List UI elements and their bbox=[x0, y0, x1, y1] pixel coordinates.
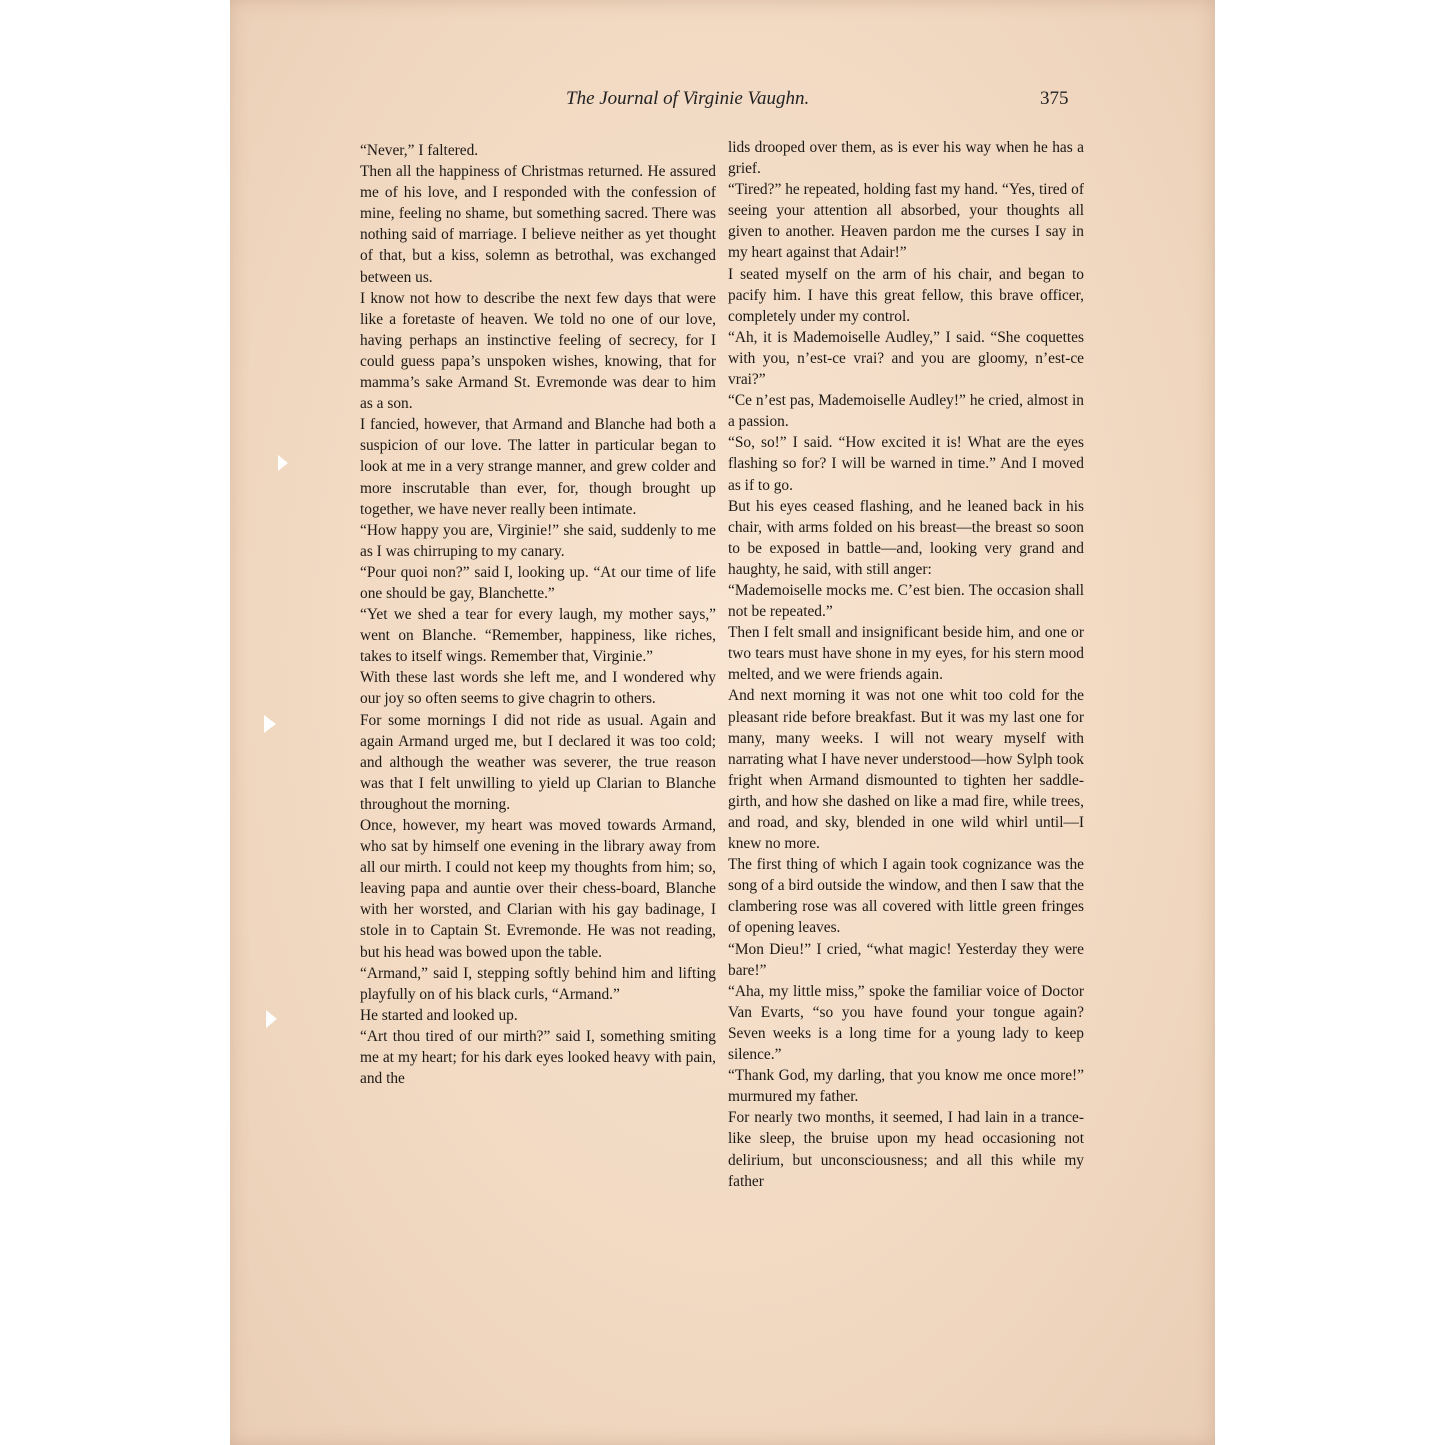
paragraph: With these last words she left me, and I wondered why our joy so often seems to give chagrin to others. bbox=[360, 669, 716, 708]
paragraph: Then I felt small and insignificant beside him, and one or two tears must have shone in my eyes, for his stern mood melted, and we were friends again. bbox=[728, 624, 1084, 684]
paragraph: “Tired?” he repeated, holding fast my hand. “Yes, tired of seeing your attention all absorbed, your thoughts all given to another. Heaven pardon me the curses I say in my heart against that Adair!” bbox=[728, 181, 1084, 262]
paragraph: “Never,” I faltered. bbox=[360, 142, 479, 159]
paragraph: I seated myself on the arm of his chair, and began to pacify him. I have this great fellow, this brave officer, completely under my control. bbox=[728, 265, 1084, 325]
left-column bbox=[360, 140, 716, 1089]
edge-tear bbox=[266, 1010, 277, 1028]
paragraph: He started and looked up. bbox=[360, 1006, 518, 1024]
paragraph: “Pour quoi non?” said I, looking up. “At our time of life one should be gay, Blanchette.” bbox=[360, 563, 716, 602]
paragraph: The first thing of which I again took cognizance was the song of a bird outside the window, and then I saw that the clambering rose was all covered with little green fringes of opening leaves. bbox=[728, 856, 1084, 937]
page-number: 375 bbox=[1040, 88, 1069, 109]
paragraph: “So, so!” I said. “How excited it is! What are the eyes flashing so for? I will be warned in time.” And I moved as if to go. bbox=[728, 434, 1084, 494]
paragraph: For some mornings I did not ride as usual. Again and again Armand urged me, but I declared it was too cold; and although the weather was severer, the true reason was that I felt unwilling to yield up Clarian to Blanche throughout the morning. bbox=[360, 711, 716, 813]
paragraph: “Armand,” said I, stepping softly behind him and lifting playfully on of his black curls, “Armand.” bbox=[360, 964, 716, 1003]
paragraph: lids drooped over them, as is ever his way when he has a grief. bbox=[728, 139, 1084, 178]
paragraph: “How happy you are, Virginie!” she said, suddenly to me as I was chirruping to my canary. bbox=[360, 521, 716, 560]
paragraph: “Mon Dieu!” I cried, “what magic! Yesterday they were bare!” bbox=[728, 940, 1084, 979]
paragraph: “Ce n’est pas, Mademoiselle Audley!” he cried, almost in a passion. bbox=[728, 392, 1084, 431]
paragraph: Then all the happiness of Christmas returned. He assured me of his love, and I responded with the confession of mine, feeling no shame, but something sacred. There was nothing said of marriage. I believe neither as yet thought of that, but a kiss, solemn as betrothal, was exchanged between us. bbox=[360, 163, 716, 286]
paragraph: And next morning it was not one whit too cold for the pleasant ride before breakfast. But it was my last one for many, many weeks. I will not weary myself with narrating what I have never understood—how Sylph took fright when Armand dismounted to tighten her saddle-girth, and how she dashed on like a mad fire, while trees, and road, and sky, blended in one wild whirl until—I knew no more. bbox=[728, 687, 1084, 853]
edge-tear bbox=[278, 455, 288, 471]
right-column bbox=[728, 137, 1084, 1192]
paragraph: I fancied, however, that Armand and Blanche had both a suspicion of our love. The latter in particular began to look at me in a very strange manner, and grew colder and more inscrutable than ever, for, though brought up together, we have never really been intimate. bbox=[360, 416, 716, 518]
paragraph: “Thank God, my darling, that you know me once more!” murmured my father. bbox=[728, 1067, 1084, 1106]
paragraph: “Ah, it is Mademoiselle Audley,” I said. “She coquettes with you, n’est-ce vrai? and you are gloomy, n’est-ce vrai?” bbox=[728, 328, 1084, 389]
running-title: The Journal of Virginie Vaughn. bbox=[566, 88, 810, 109]
paragraph: For nearly two months, it seemed, I had lain in a trance-like sleep, the bruise upon my head occasioning not delirium, but unconsciousness; and all this while my father bbox=[728, 1109, 1084, 1190]
paragraph: But his eyes ceased flashing, and he leaned back in his chair, with arms folded on his breast—the breast so soon to be exposed in battle—and, looking very grand and haughty, he said, with still anger: bbox=[728, 497, 1084, 578]
paragraph: “Mademoiselle mocks me. C’est bien. The occasion shall not be repeated.” bbox=[728, 581, 1084, 621]
edge-tear bbox=[264, 715, 276, 733]
paragraph: “Yet we shed a tear for every laugh, my mother says,” went on Blanche. “Remember, happiness, like riches, takes to itself wings. Remember that, Virginie.” bbox=[360, 606, 716, 666]
paragraph: “Art thou tired of our mirth?” said I, something smiting me at my heart; for his dark eyes looked heavy with pain, and the bbox=[360, 1027, 716, 1088]
paragraph: Once, however, my heart was moved towards Armand, who sat by himself one evening in the library away from all our mirth. I could not keep my thoughts from him; so, leaving papa and auntie over their chess-board, Blanche with her worsted, and Clarian with his gay badinage, I stole in to Captain St. Evremonde. He was not reading, but his head was bowed upon the table. bbox=[360, 817, 716, 961]
paragraph: “Aha, my little miss,” spoke the familiar voice of Doctor Van Evarts, “so you have found your tongue again? Seven weeks is a long time for a young lady to keep silence.” bbox=[728, 982, 1084, 1064]
paragraph: I know not how to describe the next few days that were like a foretaste of heaven. We told no one of our love, having perhaps an instinctive feeling of secrecy, for I could guess papa’s unspoken wishes, knowing, that for mamma’s sake Armand St. Evremonde was dear to him as a son. bbox=[360, 289, 716, 413]
